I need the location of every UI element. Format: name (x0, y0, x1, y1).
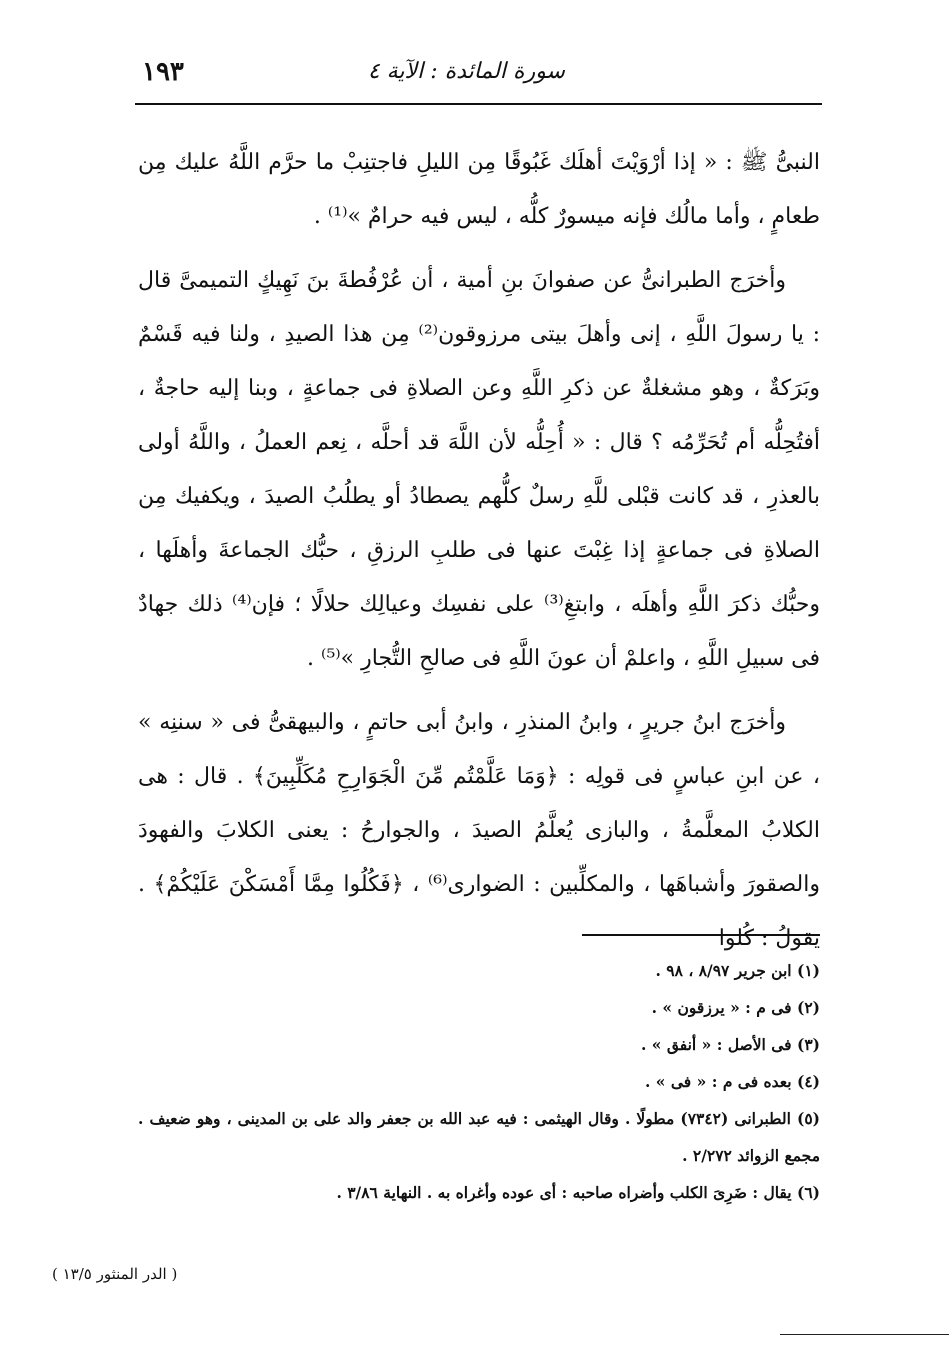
paragraph (138, 254, 820, 686)
page-number: ١٩٣ (142, 57, 184, 87)
paragraph (138, 696, 820, 966)
footnote: (٥) الطبرانى (٧٣٤٢) مطولًا . وقال الهيثمى : فيه عبد الله بن جعفر والد على بن المدينى ، وهو ضعيف . مجمع الزوائد ٢/٢٧٢ . (138, 1109, 820, 1165)
footnote: (١) ابن جرير ٨/٩٧ ، ٩٨ . (655, 961, 820, 980)
page-header (140, 52, 820, 96)
footnote: (٤) بعده فى م : « فى » . (645, 1072, 820, 1091)
main-text (138, 136, 820, 966)
bottom-edge-line (780, 1334, 949, 1335)
footnote-divider (582, 934, 820, 936)
paragraph-text: وأخرَج الطبرانىُّ عن صفوانَ بنِ أمية ، أن عُرْفُطةَ بنَ نَهِيكٍ التميمىَّ قال : يا رسولَ اللَّهِ ، إنى وأهلَ بيتى مرزوقون⁽²⁾ مِن هذا الصيدِ ، ولنا فيه قَسْمٌ وبَرَكةٌ ، وهو مشغلةٌ عن ذكرِ اللَّهِ وعن الصلاةِ فى جماعةٍ ، وبنا إليه حاجةٌ ، أفتُحِلُّه أم تُحَرِّمُه ؟ قال : « أُحِلُّه لأن اللَّهَ قد أحلَّه ، نِعم العملُ ، واللَّهُ أولى بالعذرِ ، قد كانت قبْلى للَّهِ رسلٌ كلُّهم يصطادُ أو يطلُبُ الصيدَ ، ويكفيك مِن الصلاةِ فى جماعةٍ إذا غِبْتَ عنها فى طلبِ الرزقِ ، حبُّك الجماعةَ وأهلَها ، وحبُّك ذكرَ اللَّهِ وأهلَه ، وابتغِ⁽³⁾ على نفسِك وعيالِك حلالًا ؛ فإن⁽⁴⁾ ذلك جهادٌ فى سبيلِ اللَّهِ ، واعلمْ أن عونَ اللَّهِ فى صالحِ التُّجارِ »⁽⁵⁾ . (138, 268, 821, 671)
footnote: (٢) فى م : « يرزقون » . (651, 998, 820, 1017)
header-divider (135, 103, 822, 105)
running-title: سورة المائدة : الآية ٤ (367, 59, 565, 84)
paragraph-text: وأخرَج ابنُ جريرٍ ، وابنُ المنذرِ ، وابنُ أبى حاتمٍ ، والبيهقىُّ فى « سننِه » ، عن ابنِ عباسٍ فى قولِه : ﴿وَمَا عَلَّمْتُم مِّنَ الْجَوَارِحِ مُكَلِّبِينَ﴾ . قال : هى الكلابُ المعلَّمةُ ، والبازى يُعلَّمُ الصيدَ ، والجوارحُ : يعنى الكلابَ والفهودَ والصقورَ وأشباهَها ، والمكلِّبين : الضوارى⁽⁶⁾ ، ﴿فَكُلُوا مِمَّا أَمْسَكْنَ عَلَيْكُمْ﴾ . يقولُ : كُلوا (138, 710, 820, 951)
footnotes (138, 952, 820, 1211)
footnote: (٦) يقال : ضَرِىَ الكلب وأضراه صاحبه : أى عوده وأغراه به . النهاية ٣/٨٦ . (336, 1183, 820, 1202)
source-reference: ( الدر المنثور ١٣/٥ ) (52, 1265, 178, 1283)
footnote: (٣) فى الأصل : « أنفق » . (640, 1035, 820, 1054)
paragraph-text: النبىُّ ﷺ : « إذا أرْوَيْتَ أهلَك غَبُوقًا مِن الليلِ فاجتنِبْ ما حرَّم اللَّهُ عليك مِن طعامٍ ، وأما مالُك فإنه ميسورٌ كلُّه ، ليس فيه حرامٌ »⁽¹⁾ . (138, 150, 820, 229)
paragraph-continued (138, 136, 820, 244)
